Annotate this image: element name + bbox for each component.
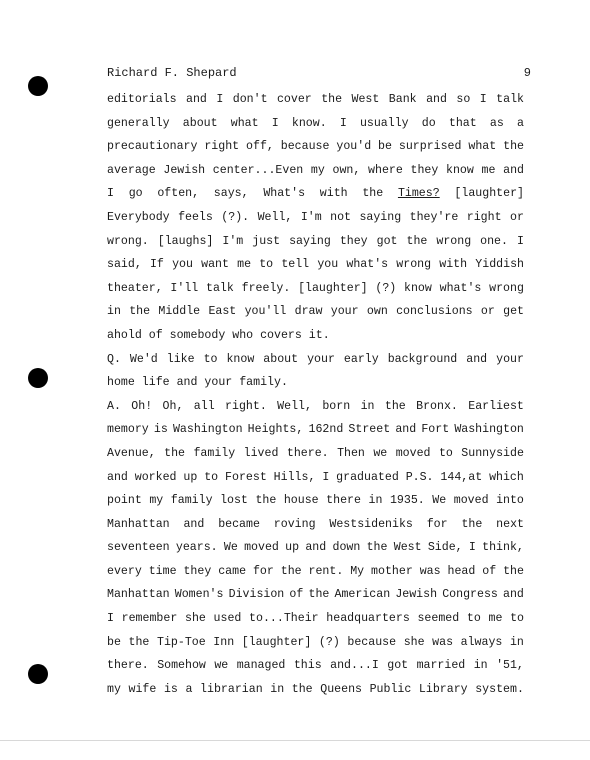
interviewee-name: Richard F. Shepard — [107, 66, 237, 80]
transcript-word: I — [322, 470, 330, 484]
transcript-word: seventeen — [107, 541, 170, 555]
transcript-word: and...I — [330, 659, 379, 673]
transcript-word: to — [204, 470, 219, 484]
transcript-word: and — [466, 352, 488, 366]
transcript-word: the — [406, 234, 428, 248]
transcript-word: my — [310, 163, 325, 177]
transcript-word: be — [378, 140, 392, 154]
transcript-word: know — [226, 352, 255, 366]
transcript-word: wrong. — [107, 234, 149, 248]
transcript-word: Women's — [174, 588, 224, 602]
transcript-word: was — [419, 564, 441, 578]
transcript-word: moved — [453, 494, 489, 508]
transcript-word: Manhattan — [107, 588, 170, 602]
transcript-word: East — [208, 305, 237, 319]
transcript-word: wrong — [489, 281, 524, 295]
transcript-word: Side, — [427, 541, 463, 555]
transcript-word: Oh! — [131, 399, 153, 413]
transcript-word: 1935. — [389, 494, 425, 508]
transcript-word: you — [317, 258, 339, 272]
transcript-word: of — [289, 588, 304, 602]
transcript-word: with — [319, 187, 348, 201]
transcript-word: worked — [134, 470, 177, 484]
transcript-word: time — [148, 564, 177, 578]
transcript-word: she — [184, 612, 206, 626]
transcript-word: because — [280, 140, 330, 154]
transcript-word: Fort — [421, 423, 450, 437]
transcript-word: to — [259, 258, 274, 272]
transcript-word: ahold — [107, 328, 142, 342]
transcript-word: freely. — [241, 281, 291, 295]
transcript-word: tell — [281, 258, 310, 272]
transcript-word: West — [351, 93, 380, 106]
transcript-word: to — [510, 612, 524, 626]
transcript-word: often, — [157, 187, 200, 201]
transcript-word: somebody — [169, 328, 226, 342]
transcript-word: average — [107, 163, 156, 177]
transcript-word: know. — [291, 116, 327, 130]
transcript-word: covers — [260, 328, 302, 342]
transcript-word: in — [107, 305, 121, 319]
transcript-word: every — [107, 564, 142, 578]
transcript-word: the — [280, 564, 302, 578]
transcript-word: a — [185, 682, 193, 696]
transcript-word: in — [360, 399, 375, 413]
transcript-word: there. — [107, 659, 149, 673]
transcript-word: this — [293, 659, 322, 673]
transcript-line — [107, 277, 524, 301]
transcript-word: they're — [409, 210, 459, 224]
transcript-word: background — [387, 352, 458, 366]
transcript-word: the — [362, 187, 384, 201]
transcript-word: the — [291, 682, 313, 696]
transcript-word: editorials — [107, 93, 177, 106]
transcript-word: Well, — [277, 399, 312, 413]
transcript-word: talk — [206, 281, 234, 295]
transcript-word: said, — [107, 258, 142, 272]
transcript-word: in — [473, 659, 488, 673]
transcript-word: who — [232, 328, 254, 342]
transcript-word: and — [395, 423, 417, 437]
transcript-word: Earliest — [468, 399, 524, 413]
transcript-word: became — [218, 517, 260, 531]
binder-hole-top — [28, 76, 48, 96]
transcript-line — [107, 466, 524, 490]
transcript-word: Somehow — [157, 659, 206, 673]
transcript-word: a — [516, 116, 524, 130]
transcript-word: of — [482, 564, 497, 578]
transcript-line — [107, 607, 524, 631]
transcript-word: up — [183, 470, 198, 484]
transcript-word: the — [164, 446, 186, 460]
transcript-word: seemed — [417, 612, 460, 626]
transcript-word: in — [270, 682, 285, 696]
transcript-word: or — [480, 305, 495, 319]
transcript-word: draw — [294, 305, 323, 319]
transcript-word: I — [271, 116, 279, 130]
transcript-line — [107, 654, 524, 678]
transcript-word: got — [387, 659, 409, 673]
transcript-word: Library — [418, 682, 468, 696]
transcript-word: life — [141, 376, 170, 390]
transcript-word: moved — [244, 541, 279, 555]
transcript-word: in — [509, 635, 524, 649]
transcript-word: family — [193, 446, 236, 460]
transcript-line — [107, 418, 524, 442]
transcript-word: West — [393, 541, 422, 555]
transcript-word: home — [107, 376, 135, 390]
transcript-word: my — [149, 494, 164, 508]
transcript-word: graduated — [336, 470, 399, 484]
transcript-word: lost — [220, 494, 248, 508]
transcript-word: Well, — [257, 210, 293, 224]
transcript-word: Forest — [225, 470, 267, 484]
transcript-word: rent. — [308, 564, 344, 578]
transcript-word: one. — [480, 234, 508, 248]
transcript-word: precautionary — [107, 140, 198, 154]
page-bottom-edge — [0, 740, 590, 741]
transcript-word: [laughter] — [298, 281, 368, 295]
transcript-word: think, — [482, 541, 524, 555]
transcript-word: you'd — [336, 140, 372, 154]
transcript-word: P.S. — [405, 470, 434, 484]
transcript-word: Middle — [158, 305, 201, 319]
transcript-word: and — [176, 376, 198, 390]
transcript-word: saying — [359, 210, 402, 224]
transcript-word: Sunnyside — [461, 446, 524, 460]
transcript-word: got — [376, 234, 398, 248]
transcript-word: Yiddish — [475, 258, 524, 272]
transcript-word: what's — [439, 281, 482, 295]
transcript-word: managed — [236, 659, 286, 673]
transcript-word: feels — [178, 210, 213, 224]
transcript-word: Hills, — [273, 470, 316, 484]
transcript-line — [107, 324, 524, 348]
transcript-line — [107, 253, 524, 277]
transcript-word: we — [214, 659, 229, 673]
transcript-word: the — [384, 399, 406, 413]
transcript-word: point — [107, 494, 142, 508]
transcript-word: I — [216, 93, 224, 106]
transcript-word: librarian — [200, 682, 263, 696]
transcript-line — [107, 371, 524, 395]
transcript-word: I — [107, 187, 114, 201]
transcript-word: used — [213, 612, 242, 626]
transcript-word: right — [204, 140, 240, 154]
transcript-word: Avenue, — [107, 446, 156, 460]
transcript-line — [107, 678, 524, 702]
transcript-word: and — [107, 470, 128, 484]
transcript-word: surprised — [398, 140, 462, 154]
transcript-word: the — [366, 541, 388, 555]
transcript-word: Division — [228, 588, 285, 602]
transcript-word: into — [496, 494, 524, 508]
transcript-word: Tip-Toe — [156, 635, 206, 649]
transcript-word: says, — [213, 187, 249, 201]
transcript-word: they — [410, 163, 439, 177]
transcript-word: the — [503, 140, 524, 154]
transcript-word: the — [321, 93, 343, 106]
transcript-word: they — [339, 234, 368, 248]
transcript-word: A. — [107, 399, 121, 413]
transcript-word: because — [347, 635, 397, 649]
transcript-word: and — [186, 93, 207, 106]
transcript-word: in — [368, 494, 383, 508]
transcript-word: memory — [107, 423, 149, 437]
transcript-word: do — [421, 116, 436, 130]
transcript-word: born — [322, 399, 351, 413]
transcript-word: headquarters — [326, 612, 410, 626]
transcript-word: you'll — [244, 305, 287, 319]
transcript-word: I — [468, 541, 476, 555]
transcript-word: '51, — [496, 659, 524, 673]
transcript-word: 162nd — [308, 423, 344, 437]
transcript-word: and — [183, 517, 205, 531]
transcript-word: the — [461, 517, 483, 531]
transcript-word: wife — [128, 682, 157, 696]
transcript-word: and — [503, 588, 524, 602]
transcript-word: want — [201, 258, 229, 272]
transcript-word: American — [334, 588, 391, 602]
transcript-word: about — [182, 116, 218, 130]
transcript-word: Everybody — [107, 210, 170, 224]
transcript-word: what's — [346, 258, 389, 272]
transcript-word: you — [172, 258, 193, 272]
transcript-word: 144,at — [440, 470, 483, 484]
transcript-word: center...Even — [212, 163, 304, 177]
transcript-word: talk — [496, 93, 524, 106]
transcript-word: wrong — [436, 234, 472, 248]
transcript-word: like — [166, 352, 195, 366]
transcript-word: which — [489, 470, 524, 484]
transcript-line — [107, 112, 524, 136]
transcript-word: Then — [337, 446, 365, 460]
transcript-line — [107, 513, 524, 537]
transcript-word: always — [460, 635, 503, 649]
transcript-word: and — [305, 541, 327, 555]
transcript-word: remember — [121, 612, 178, 626]
transcript-word: own — [366, 305, 388, 319]
transcript-word: roving — [273, 517, 316, 531]
transcript-word: [laughter] — [241, 635, 312, 649]
transcript-word: Manhattan — [107, 517, 170, 531]
transcript-line — [107, 536, 524, 560]
transcript-line — [107, 88, 524, 112]
transcript-word: I'll — [170, 281, 199, 295]
transcript-word: came — [218, 564, 247, 578]
transcript-word: saying — [289, 234, 331, 248]
transcript-word: (?) — [318, 635, 340, 649]
transcript-word: own, — [332, 163, 361, 177]
transcript-word: is — [163, 682, 178, 696]
transcript-word: up — [285, 541, 300, 555]
transcript-word: or — [510, 210, 524, 224]
transcript-word: I — [516, 234, 524, 248]
transcript-word: I — [107, 612, 114, 626]
transcript-word: don't — [232, 93, 268, 106]
transcript-word: right — [466, 210, 502, 224]
transcript-word: I — [339, 116, 347, 130]
transcript-word: generally — [107, 116, 170, 130]
transcript-word: all — [193, 399, 215, 413]
binder-hole-middle — [28, 368, 48, 388]
transcript-word: she — [403, 635, 425, 649]
page-number: 9 — [523, 66, 531, 80]
transcript-word: your — [307, 352, 335, 366]
transcript-word: me — [237, 258, 252, 272]
transcript-word: that — [448, 116, 477, 130]
transcript-word: Congress — [442, 588, 498, 602]
transcript-word: We — [223, 541, 238, 555]
transcript-word: me — [481, 163, 496, 177]
transcript-word: Washington — [172, 423, 243, 437]
transcript-word: the — [128, 635, 150, 649]
transcript-word: about — [263, 352, 299, 366]
transcript-word: for — [426, 517, 448, 531]
transcript-word: conclusions — [396, 305, 473, 319]
transcript-word: so — [456, 93, 471, 106]
transcript-word: next — [496, 517, 524, 531]
transcript-word: wrong — [396, 258, 432, 272]
transcript-word: there. — [286, 446, 329, 460]
transcript-word: Times? — [397, 187, 440, 201]
transcript-word: was — [432, 635, 454, 649]
transcript-word: they — [183, 564, 212, 578]
transcript-word: [laughter] — [454, 187, 524, 201]
transcript-word: the — [503, 564, 524, 578]
transcript-word: family — [170, 494, 213, 508]
transcript-line — [107, 182, 524, 206]
transcript-word: go — [128, 187, 143, 201]
transcript-word: lived — [243, 446, 279, 460]
transcript-word: is — [153, 423, 168, 437]
transcript-word: Bronx. — [416, 399, 458, 413]
transcript-word: not — [330, 210, 351, 224]
transcript-body — [107, 88, 524, 701]
transcript-word: get — [503, 305, 524, 319]
transcript-word: Q. — [107, 352, 121, 366]
transcript-word: to — [438, 446, 453, 460]
transcript-word: your — [330, 305, 359, 319]
transcript-line — [107, 206, 524, 230]
transcript-word: for — [252, 564, 274, 578]
transcript-word: Public — [369, 682, 412, 696]
transcript-word: early — [343, 352, 379, 366]
transcript-word: Jewish — [163, 163, 206, 177]
transcript-word: I'm — [300, 210, 322, 224]
transcript-word: Heights, — [247, 423, 304, 437]
transcript-line — [107, 489, 524, 513]
transcript-word: to...Their — [249, 612, 319, 626]
transcript-word: head — [447, 564, 476, 578]
transcript-word: Westsideniks — [329, 517, 413, 531]
transcript-word: Oh, — [162, 399, 184, 413]
transcript-word: system. — [475, 682, 524, 696]
transcript-word: years. — [175, 541, 218, 555]
transcript-word: We'd — [129, 352, 158, 366]
transcript-word: what — [468, 140, 497, 154]
transcript-word: to — [466, 612, 481, 626]
transcript-word: and — [426, 93, 447, 106]
transcript-word: it. — [308, 328, 330, 342]
transcript-word: Street — [348, 423, 391, 437]
transcript-word: house — [283, 494, 319, 508]
transcript-word: me — [488, 612, 503, 626]
transcript-word: What's — [263, 187, 306, 201]
transcript-word: know — [404, 281, 432, 295]
transcript-line — [107, 135, 524, 159]
transcript-line — [107, 300, 524, 324]
transcript-line — [107, 442, 524, 466]
transcript-word: what — [230, 116, 259, 130]
transcript-word: be — [107, 635, 121, 649]
transcript-word: there — [326, 494, 361, 508]
transcript-word: the — [129, 305, 151, 319]
transcript-word: we — [373, 446, 388, 460]
transcript-word: I'm — [222, 234, 244, 248]
transcript-word: and — [503, 163, 524, 177]
transcript-word: married — [416, 659, 466, 673]
transcript-word: theater, — [107, 281, 163, 295]
transcript-line — [107, 348, 524, 372]
transcript-word: know — [446, 163, 474, 177]
transcript-word: Inn — [213, 635, 235, 649]
transcript-word: family. — [239, 376, 288, 390]
transcript-word: I — [479, 93, 487, 106]
transcript-word: mother — [371, 564, 413, 578]
transcript-word: My — [350, 564, 365, 578]
transcript-word: [laughs] — [157, 234, 214, 248]
transcript-word: as — [489, 116, 504, 130]
binder-hole-bottom — [28, 664, 48, 684]
transcript-word: my — [107, 682, 121, 696]
transcript-line — [107, 631, 524, 655]
transcript-line — [107, 159, 524, 183]
transcript-word: of — [148, 328, 163, 342]
transcript-word: off, — [246, 140, 274, 154]
transcript-word: with — [439, 258, 468, 272]
transcript-word: the — [308, 588, 330, 602]
transcript-word: usually — [359, 116, 409, 130]
transcript-word: your — [496, 352, 524, 366]
transcript-word: (?). — [221, 210, 250, 224]
transcript-line — [107, 230, 524, 254]
transcript-word: Washington — [454, 423, 524, 437]
transcript-word: where — [368, 163, 403, 177]
transcript-word: just — [252, 234, 281, 248]
transcript-word: right. — [225, 399, 267, 413]
transcript-word: Queens — [320, 682, 362, 696]
transcript-word: Jewish — [395, 588, 438, 602]
transcript-word: moved — [395, 446, 431, 460]
transcript-word: (?) — [375, 281, 397, 295]
transcript-line — [107, 583, 524, 607]
transcript-word: to — [203, 352, 218, 366]
transcript-line — [107, 560, 524, 584]
transcript-word: Bank — [388, 93, 417, 106]
transcript-word: down — [332, 541, 361, 555]
transcript-line — [107, 395, 524, 419]
transcript-word: cover — [276, 93, 312, 106]
transcript-word: your — [204, 376, 233, 390]
transcript-word: We — [432, 494, 447, 508]
transcript-word: the — [255, 494, 277, 508]
transcript-word: If — [149, 258, 164, 272]
